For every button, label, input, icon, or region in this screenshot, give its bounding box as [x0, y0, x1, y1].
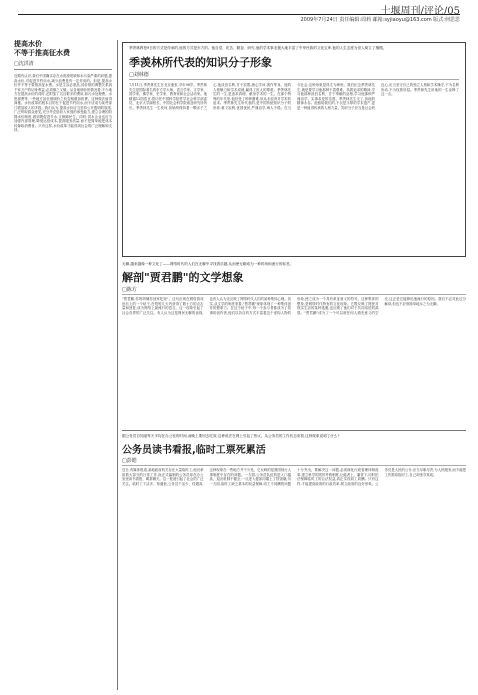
header-date-line: 2009年7月24日 责任编辑:周莉 邮箱:syjiaoyu@163.com 版式:何思思 [300, 17, 460, 23]
article1-title: 季羡林所代表的知识分子形象 [129, 56, 272, 69]
article2-intro: 无聊,越来越像一种文化了——网络时代的人们在无聊中寻找着乐趣,从而使无聊成为一种时尚和流行的标签。 [122, 262, 294, 266]
article1-intro: 季羡林教授9日的方式是传承的,他的方式是东方的。他自觉、吃苦、勤奋、研究,他的学术事业极大地丰富了中华民族的文化宝库,他的人生态度为世人树立了楷模。 [129, 46, 387, 50]
article2-body: "贾君鹏,你妈妈喊你回家吃饭"。这句出现在网络游戏论坛上的一个帖子,在短短几天内获得了数十万的点击量和回复,成为网络上最流行的语言。这一现象引起了社会各界的广泛关注。有人认为这是网民无聊的表现,也有人认为这反映了网络时代人们的某种集体心理。其实,从文学的角度来看,"贾君鹏"现象体现了一种集体创作的想象力。在这个帖子中,每一个参与者都成为了故事的创作者,他们以各自的方式丰富着这个虚构人物的形象,使之成为一个具有象征意义的符号。这种集体的想象,是网络时代特有的文化现象。它既反映了网民对现实生活的某种逃避,也反映了他们对于共同话语的渴望。"贾君鹏"成为了一个可以被任何人填充意义的空壳,这正是它能够迅速流行的原因。我们不必对此过分解读,但也不应该简单地斥之为无聊。 [122, 297, 466, 315]
page-section-title: 十堰周刊/评论/05 [380, 6, 460, 17]
article1-byline: □刘林德 [129, 71, 459, 80]
article2-byline: □陈方 [122, 286, 466, 295]
article-knowledge-intellectual [122, 42, 466, 257]
article1-body: 7月11日,季羡林先生在北京逝世,享年98岁。季羡林先生是国际著名的东方学大师、语言学家、文学家、国学家、佛学家、史学家、教育家和社会活动家。他精通12国语言,曾历任中国科学院哲学社会科学部委员、北京大学副校长、中国社会科学院南亚研究所所长。季羡林先生一生坎坷,但始终保持着一颗赤子之心,他淡泊名利,甘于寂寞,潜心学问,著作等身。他的人格魅力和学术成就,赢得了世人的尊重。季羡林先生的一生,是追求真理、献身学术的一生。在那个特殊的年代里,他经受了种种磨难,但从未放弃对学术的追求。季羡林先生所代表的,是中国传统知识分子的形象:重义轻利,忧国忧民,严谨治学,诲人不倦。在当今社会,这种形象显得尤为珍贵。我们纪念季羡林先生,就是要学习他那种不畏艰难、执着追求的精神,学习他那种淡泊名利、甘于奉献的品格,学习他那种严谨治学、实事求是的态度。季羡林先生走了,但他的精神永存。他留给我们的,不仅是丰厚的学术遗产,更是一种值得传承的人格力量。知识分子应当是社会的良心,应当坚守自己的独立人格和学术操守,不为名利所动,不为权势所屈。季羡林先生用他的一生诠释了这一点。 [129, 83, 459, 110]
sidebar-title-line2: 不等于推高征水费 [14, 49, 70, 57]
sidebar-body: 近期有认识,我们中国确实存在水资源短缺和水污染严重的问题,提高水价,对促进节约用水,减少浪费是有一定作用的。但是,提高水价并不等于要推高征水费。水是生活必需品,其价格的调整关系到千家万户的切身利益,必须慎之又慎。从各地调价的情况看,不少地方在提高水价的同时,还附加了名目繁多的费用,如污水处理费、水资源费等,一些地方甚至借调价之机变相增加收费。这种做法值得商榷。水价改革的根本目的在于促进节约用水,而不应成为某些部门增加收入的手段。我们认为,提高水价应当坚持公开透明的原则,广泛听取群众意见,充分考虑低收入家庭的承受能力,建立合理的阶梯水价制度,做到既促进节水,又保障民生。同时,供水企业也应当加强内部管理,降低运营成本,提高服务质量,而不是简单地把成本转嫁给消费者。只有这样,水价改革才能得到社会的广泛理解和支持。 [14, 74, 112, 132]
article-jia-junpeng [122, 262, 466, 422]
article3-title: 公务员读书看报,临时工票死累活 [122, 445, 266, 456]
sidebar-title-line1: 提高水价 [14, 40, 42, 48]
sidebar-byline: □沈洪清 [14, 60, 112, 70]
sidebar-column [14, 40, 112, 690]
article3-byline: □彭皓 [122, 457, 466, 466]
article2-title: 解剖"贾君鹏"的文学想象 [122, 271, 244, 284]
article3-body: 近日,有媒体报道,某地政府机关存在大量临时工,他们承担着大部分的日常工作,而正式编制的公务员却在办公室里读书看报、喝茶聊天。这一报道引起了社会的广泛关注。临时工干活多、待遇低,公务员干活少、待遇高,这种现象在一些地方并不少见。它反映的是我国现行人事制度中存在的问题。一方面,公务员队伍的进入门槛高、退出机制不健全,一旦进入便如同端上了铁饭碗;另一方面,临时工缺乏基本的权益保障,同工不同酬的问题十分突出。要解决这一问题,必须深化行政管理体制改革,建立科学的绩效考核制度,让能者上、庸者下,同时依法保障临时工的合法权益,真正实现同工同酬。只有这样,才能提高政府的行政效率,树立政府的良好形象。公务员是人民的公仆,应当尽职尽责,为人民服务,而不能把工作推给临时工,自己却坐享其成。 [122, 468, 466, 486]
section-divider [122, 430, 466, 431]
column-divider [117, 40, 118, 690]
header-rule [18, 14, 460, 15]
article3-intro: 据公务员自知道每天平均在办公室的时间,而晚上要回去吃饭,这种说法在网上引起了热议。从公务员的工作状态来看,这种现象说明了什么? [122, 434, 340, 438]
article-civil-servants [122, 434, 466, 690]
